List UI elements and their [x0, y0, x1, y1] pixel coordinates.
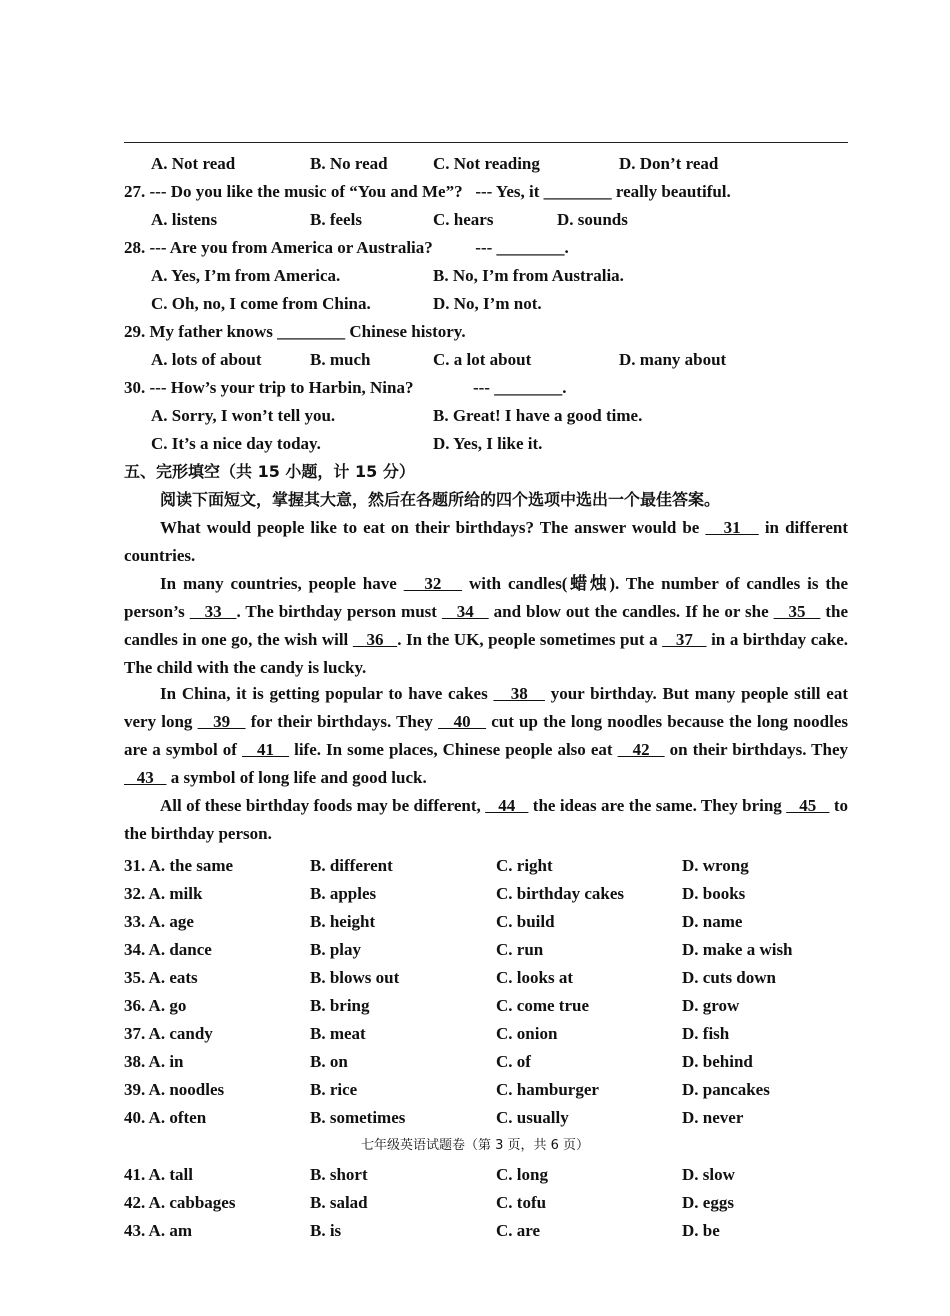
blank-45: 45	[786, 796, 830, 815]
option-row-35	[124, 964, 848, 992]
blank-41: 41	[241, 740, 290, 759]
passage-paragraph-2	[124, 570, 848, 682]
passage-text: in different countries.	[124, 518, 849, 565]
blank-38: 38	[493, 684, 545, 703]
option-b: B. different	[310, 856, 393, 875]
q27-option-d: D. sounds	[557, 210, 628, 229]
option-a: 33. A. age	[124, 912, 194, 931]
blank-36: 36	[352, 630, 398, 649]
cloze-passage	[124, 514, 848, 848]
blank-35: 35	[773, 602, 821, 621]
q27-option-c: C. hears	[433, 210, 494, 229]
q29-option-a: A. lots of about	[151, 350, 262, 369]
option-a: 31. A. the same	[124, 856, 234, 875]
option-row-32	[124, 880, 848, 908]
option-c: C. of	[496, 1052, 531, 1071]
passage-text: . In the UK, people sometimes put a	[397, 630, 663, 649]
option-row-39	[124, 1076, 848, 1104]
q27-options	[151, 206, 848, 234]
passage-text: and blow out the candles. If he or she	[488, 602, 774, 621]
q30-option-d: D. Yes, I like it.	[433, 434, 543, 453]
passage-paragraph-1	[124, 514, 848, 570]
page-footer: 七年级英语试题卷（第 3 页，共 6 页）	[360, 1138, 590, 1153]
passage-paragraph-4	[124, 792, 848, 848]
passage-text: life. In some places, Chinese people also eat	[289, 740, 618, 759]
option-b: B. rice	[310, 1080, 358, 1099]
option-b: B. sometimes	[310, 1108, 406, 1127]
option-c: C. come true	[496, 996, 589, 1015]
q28-options-row2	[151, 290, 848, 318]
option-b: B. salad	[310, 1193, 368, 1212]
option-row-43	[124, 1217, 848, 1245]
option-d: D. be	[682, 1221, 720, 1240]
q30-option-c: C. It’s a nice day today.	[151, 434, 321, 453]
option-a: 35. A. eats	[124, 968, 198, 987]
q28-option-d: D. No, I’m not.	[433, 294, 542, 313]
option-c: C. hamburger	[496, 1080, 599, 1099]
option-a: 32. A. milk	[124, 884, 203, 903]
option-b: B. blows out	[310, 968, 400, 987]
option-c: C. run	[496, 940, 544, 959]
option-a: 36. A. go	[124, 996, 187, 1015]
q26-option-d: D. Don’t read	[619, 154, 719, 173]
option-row-37	[124, 1020, 848, 1048]
blank-39: 39	[197, 712, 246, 731]
option-b: B. play	[310, 940, 362, 959]
passage-text: . The birthday person must	[236, 602, 442, 621]
option-b: B. bring	[310, 996, 370, 1015]
q28-option-a: A. Yes, I’m from America.	[151, 266, 341, 285]
passage-text: What would people like to eat on their birthdays? The answer would be	[160, 518, 706, 537]
q29-options	[151, 346, 848, 374]
option-b: B. meat	[310, 1024, 366, 1043]
blank-32: 32	[403, 574, 463, 593]
option-b: B. on	[310, 1052, 348, 1071]
option-a: 41. A. tall	[124, 1165, 193, 1184]
q28-option-b: B. No, I’m from Australia.	[433, 266, 624, 285]
option-d: D. never	[682, 1108, 744, 1127]
option-a: 42. A. cabbages	[124, 1193, 236, 1212]
option-row-31	[124, 852, 848, 880]
option-a: 39. A. noodles	[124, 1080, 225, 1099]
blank-43: 43	[124, 768, 167, 787]
blank-40: 40	[438, 712, 487, 731]
option-d: D. fish	[682, 1024, 730, 1043]
option-b: B. apples	[310, 884, 377, 903]
option-c: C. tofu	[496, 1193, 547, 1212]
passage-text: All of these birthday foods may be different,	[160, 796, 486, 815]
passage-text: In many countries, people have	[160, 574, 404, 593]
blank-33: 33	[189, 602, 237, 621]
passage-paragraph-3	[124, 680, 848, 792]
passage-text: the candles in one go, the wish will	[124, 602, 849, 649]
q28-options-row1	[151, 262, 848, 290]
passage-text: a symbol of long life and good luck.	[166, 768, 427, 787]
q30-option-a: A. Sorry, I won’t tell you.	[151, 406, 336, 425]
section5-title: 五、完形填空（共 15 小题，计 15 分）	[124, 462, 415, 481]
q27-option-b: B. feels	[310, 210, 362, 229]
blank-37: 37	[662, 630, 707, 649]
option-d: D. eggs	[682, 1193, 734, 1212]
q30-options-row2	[151, 430, 848, 458]
option-b: B. is	[310, 1221, 342, 1240]
option-a: 37. A. candy	[124, 1024, 213, 1043]
q28-option-c: C. Oh, no, I come from China.	[151, 294, 371, 313]
option-d: D. cuts down	[682, 968, 776, 987]
option-row-42	[124, 1189, 848, 1217]
option-c: C. right	[496, 856, 553, 875]
blank-31: 31	[705, 518, 759, 537]
passage-text: In China, it is getting popular to have cakes	[160, 684, 494, 703]
option-row-34	[124, 936, 848, 964]
passage-text: the ideas are the same. They bring	[528, 796, 787, 815]
option-d: D. pancakes	[682, 1080, 770, 1099]
passage-text: cut up the long noodles because the long noodles are a symbol of	[124, 712, 849, 759]
q26-option-c: C. Not reading	[433, 154, 540, 173]
option-c: C. looks at	[496, 968, 573, 987]
q30-option-b: B. Great! I have a good time.	[433, 406, 643, 425]
option-a: 40. A. often	[124, 1108, 207, 1127]
option-b: B. short	[310, 1165, 368, 1184]
option-c: C. are	[496, 1221, 541, 1240]
option-row-40	[124, 1104, 848, 1132]
q29-option-b: B. much	[310, 350, 371, 369]
option-c: C. usually	[496, 1108, 569, 1127]
option-d: D. name	[682, 912, 743, 931]
option-c: C. long	[496, 1165, 548, 1184]
option-c: C. onion	[496, 1024, 558, 1043]
option-a: 43. A. am	[124, 1221, 192, 1240]
blank-42: 42	[617, 740, 665, 759]
q29-option-c: C. a lot about	[433, 350, 532, 369]
q27-stem: 27. --- Do you like the music of “You and Me”? --- Yes, it ________ really beautiful.	[124, 182, 731, 201]
option-c: C. birthday cakes	[496, 884, 624, 903]
option-d: D. books	[682, 884, 746, 903]
q26-options	[151, 150, 848, 178]
option-d: D. grow	[682, 996, 740, 1015]
option-d: D. wrong	[682, 856, 749, 875]
q29-stem: 29. My father knows ________ Chinese history.	[124, 322, 466, 341]
option-row-33	[124, 908, 848, 936]
q27-option-a: A. listens	[151, 210, 218, 229]
passage-text: on their birthdays. They	[664, 740, 848, 759]
passage-text: to the birthday person.	[124, 796, 848, 843]
passage-text: in a birthday cake. The child with the candy is lucky.	[124, 630, 849, 677]
blank-44: 44	[485, 796, 529, 815]
option-b: B. height	[310, 912, 376, 931]
q26-option-a: A. Not read	[151, 154, 236, 173]
q30-options-row1	[151, 402, 848, 430]
q30-stem: 30. --- How’s your trip to Harbin, Nina? --- ________.	[124, 378, 567, 397]
passage-text: for their birthdays. They	[245, 712, 439, 731]
option-d: D. slow	[682, 1165, 735, 1184]
passage-text: your birthday. But many people still eat very long	[124, 684, 848, 731]
q26-option-b: B. No read	[310, 154, 388, 173]
option-row-41	[124, 1161, 848, 1189]
option-c: C. build	[496, 912, 555, 931]
option-a: 34. A. dance	[124, 940, 212, 959]
passage-text: with candles(蜡烛). The number of candles is the person’s	[124, 574, 849, 621]
q28-stem: 28. --- Are you from America or Australia? --- ________.	[124, 238, 569, 257]
blank-34: 34	[441, 602, 489, 621]
option-d: D. behind	[682, 1052, 753, 1071]
option-row-38	[124, 1048, 848, 1076]
option-d: D. make a wish	[682, 940, 793, 959]
option-row-36	[124, 992, 848, 1020]
option-a: 38. A. in	[124, 1052, 184, 1071]
section5-instruction: 阅读下面短文，掌握其大意，然后在各题所给的四个选项中选出一个最佳答案。	[160, 490, 721, 509]
header-rule	[124, 142, 848, 143]
q29-option-d: D. many about	[619, 350, 727, 369]
